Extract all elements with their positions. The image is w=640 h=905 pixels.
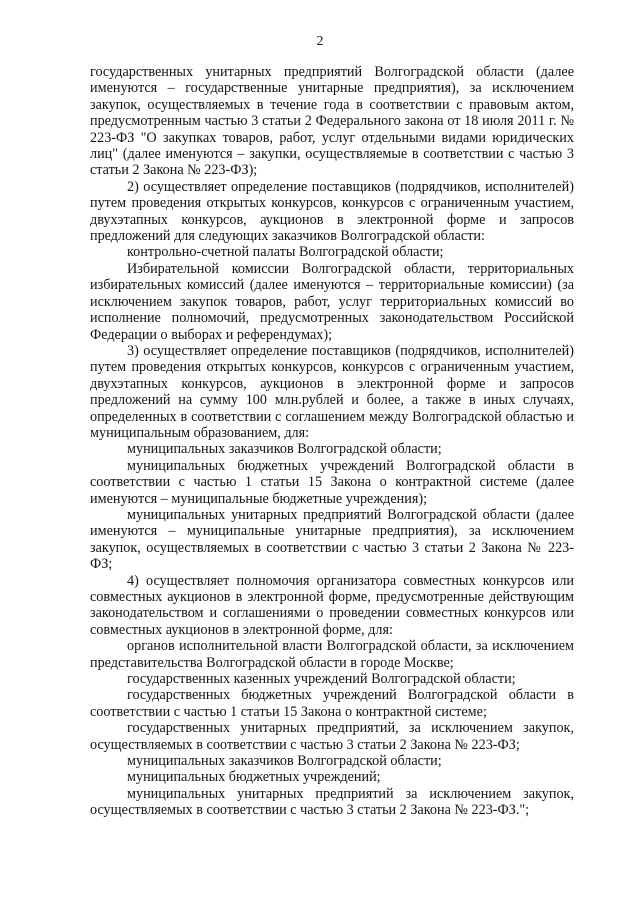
paragraph-state-unitary-enterprises: государственных унитарных предприятий, за исключением закупок, осуществляемых в соответствии с частью 3 статьи 2 Закона № 223-ФЗ; [90, 720, 574, 753]
paragraph-control-chamber: контрольно-счетной палаты Волгоградской области; [127, 244, 444, 261]
paragraph-municipal-budget-institutions: муниципальных бюджетных учреждений Волгоградской области в соответствии с частью 1 статьи 15 Закона о контрактной системе (далее именуются – муниципальные бюджетные учреждения); [90, 457, 574, 507]
paragraph-municipal-budget-institutions-2: муниципальных бюджетных учреждений; [127, 769, 381, 786]
page-number: 2 [316, 34, 324, 49]
paragraph-item-2: 2) осуществляет определение поставщиков (подрядчиков, исполнителей) путем проведения открытых конкурсов, конкурсов с ограниченным участием, двухэтапных конкурсов, аукционов в электронной форме и запросов предложений для следующих заказчиков Волгоградской области: [90, 178, 574, 245]
paragraph-item-4: 4) осуществляет полномочия организатора совместных конкурсов или совместных аукционов в электронной форме, предусмотренные действующим законодательством и соглашениями о проведении совместных конкурсов или совместных аукционов в электронной форме, для: [90, 572, 574, 638]
paragraph-municipal-customers-2: муниципальных заказчиков Волгоградской области; [127, 753, 442, 770]
paragraph-state-treasury-institutions: государственных казенных учреждений Волгоградской области; [127, 671, 516, 688]
paragraph-continuation: государственных унитарных предприятий Волгоградской области (далее именуются – государственные унитарные предприятия), за исключением закупок, осуществляемых в течение года в соответствии с правовым актом, предусмотренным частью 3 статьи 2 Федерального закона от 18 июля 2011 г. № 223-ФЗ "О закупках товаров, работ, услуг отдельными видами юридических лиц" (далее именуются – закупки, осуществляемые в соответствии с частью 3 статьи 2 Закона № 223-ФЗ); [90, 64, 574, 179]
document-body [90, 64, 574, 819]
paragraph-municipal-customers: муниципальных заказчиков Волгоградской области; [127, 441, 442, 458]
paragraph-election-commission: Избирательной комиссии Волгоградской области, территориальных избирательных комиссий (далее именуются – территориальные комиссии) (за исключением закупок товаров, работ, услуг территориальных комиссий во исполнение полномочий, предусмотренных законодательством Российской Федерации о выборах и референдумах); [90, 260, 574, 343]
paragraph-municipal-unitary-enterprises-2: муниципальных унитарных предприятий за исключением закупок, осуществляемых в соответствии с частью 3 статьи 2 Закона № 223-ФЗ."; [90, 785, 574, 819]
paragraph-state-budget-institutions: государственных бюджетных учреждений Волгоградской области в соответствии с частью 1 статьи 15 Закона о контрактной системе; [90, 687, 574, 720]
paragraph-executive-bodies: органов исполнительной власти Волгоградской области, за исключением представительства Волгоградской области в городе Москве; [90, 638, 574, 671]
paragraph-municipal-unitary-enterprises: муниципальных унитарных предприятий Волгоградской области (далее именуются – муниципальные унитарные предприятия), за исключением закупок, осуществляемых в соответствии с частью 3 статьи 2 Закона № 223-ФЗ; [90, 506, 574, 573]
paragraph-item-3: 3) осуществляет определение поставщиков (подрядчиков, исполнителей) путем проведения открытых конкурсов, конкурсов с ограниченным участием, двухэтапных конкурсов, аукционов в электронной форме и запросов предложений на сумму 100 млн.рублей и более, а также в иных случаях, определенных в соответствии с соглашением между Волгоградской областью и муниципальным образованием, для: [90, 342, 574, 441]
